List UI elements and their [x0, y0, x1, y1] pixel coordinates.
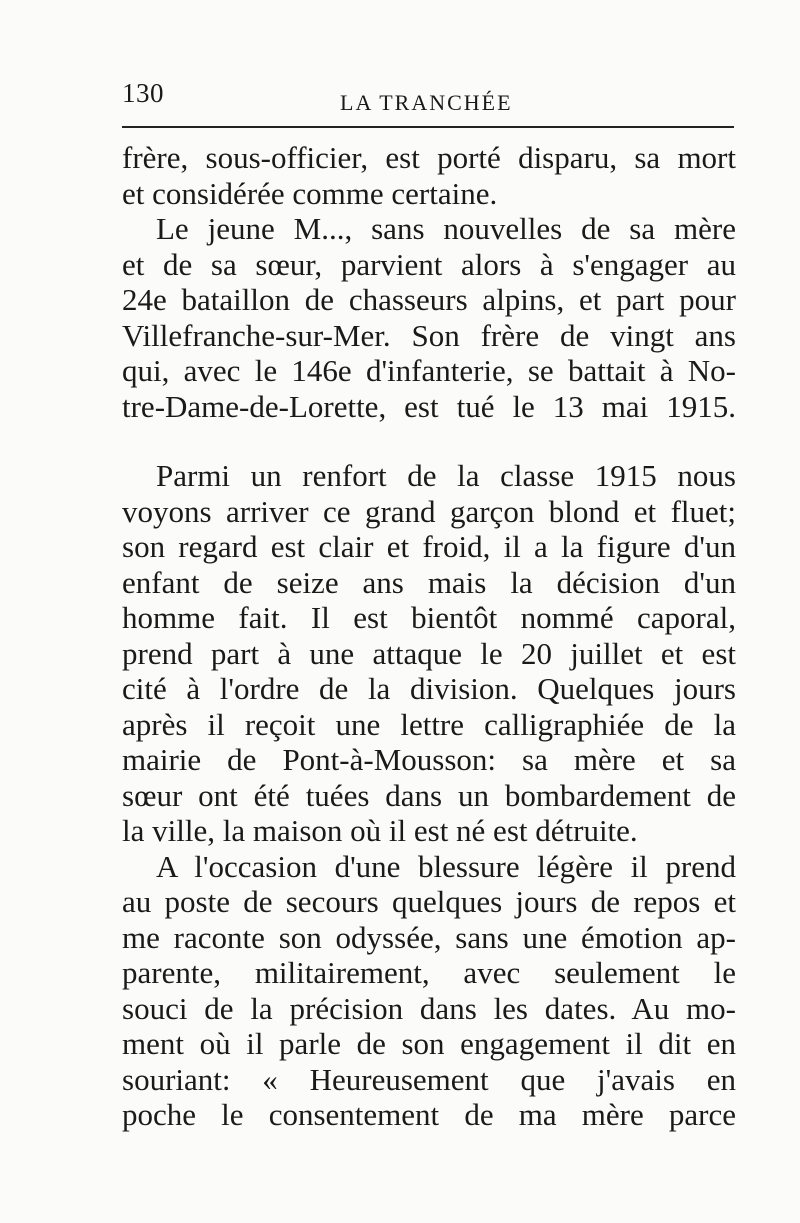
text-line: au poste de secours quelques jours de repos et — [122, 884, 736, 919]
text-line: parente, militairement, avec seulement le — [122, 955, 736, 990]
text-line: frère, sous-officier, est porté disparu, sa mort — [122, 140, 736, 175]
paragraph — [122, 458, 736, 849]
header-rule — [122, 126, 734, 128]
paragraph — [122, 849, 736, 1133]
running-title: LA TRANCHÉE — [340, 90, 513, 115]
text-line: Villefranche-sur-Mer. Son frère de vingt ans — [122, 317, 736, 353]
page-number: 130 — [122, 78, 164, 108]
text-line: la ville, la maison où il est né est détruite. — [122, 813, 638, 848]
text-line: souriant: « Heureusement que j'avais en — [122, 1061, 736, 1097]
text-line: souci de la précision dans les dates. Au mo- — [122, 990, 736, 1026]
text-line: et de sa sœur, parvient alors à s'engager au — [122, 246, 736, 282]
text-line: poche le consentement de ma mère parce — [122, 1097, 736, 1132]
text-line: après il reçoit une lettre calligraphiée de la — [122, 706, 736, 742]
text-line: tre-Dame-de-Lorette, est tué le 13 mai 1915. — [122, 388, 736, 424]
text-line: me raconte son odyssée, sans une émotion ap- — [122, 919, 736, 955]
text-line: sœur ont été tuées dans un bombardement de — [122, 777, 736, 813]
text-line: ment où il parle de son engagement il dit en — [122, 1026, 736, 1061]
page-header — [122, 78, 734, 126]
text-line: son regard est clair et froid, il a la figure d'un — [122, 529, 736, 564]
text-line: homme fait. Il est bientôt nommé caporal, — [122, 600, 736, 635]
body-text — [122, 140, 736, 1133]
text-line: Le jeune M..., sans nouvelles de sa mère — [156, 211, 736, 246]
text-line: A l'occasion d'une blessure légère il prend — [156, 848, 736, 884]
text-line: enfant de seize ans mais la décision d'un — [122, 564, 736, 600]
text-line: cité à l'ordre de la division. Quelques jours — [122, 671, 736, 706]
paragraph — [122, 140, 736, 211]
text-line: prend part à une attaque le 20 juillet et est — [122, 635, 736, 671]
paragraph — [122, 211, 736, 424]
text-line: mairie de Pont-à-Mousson: sa mère et sa — [122, 742, 736, 777]
text-line: Parmi un renfort de la classe 1915 nous — [156, 458, 736, 493]
text-line: 24e bataillon de chasseurs alpins, et part pour — [122, 282, 736, 317]
section-break — [122, 424, 736, 458]
text-line: voyons arriver ce grand garçon blond et fluet; — [122, 493, 736, 529]
text-line: qui, avec le 146e d'infanterie, se battait à No- — [122, 353, 736, 388]
text-line: et considérée comme certaine. — [122, 175, 498, 211]
